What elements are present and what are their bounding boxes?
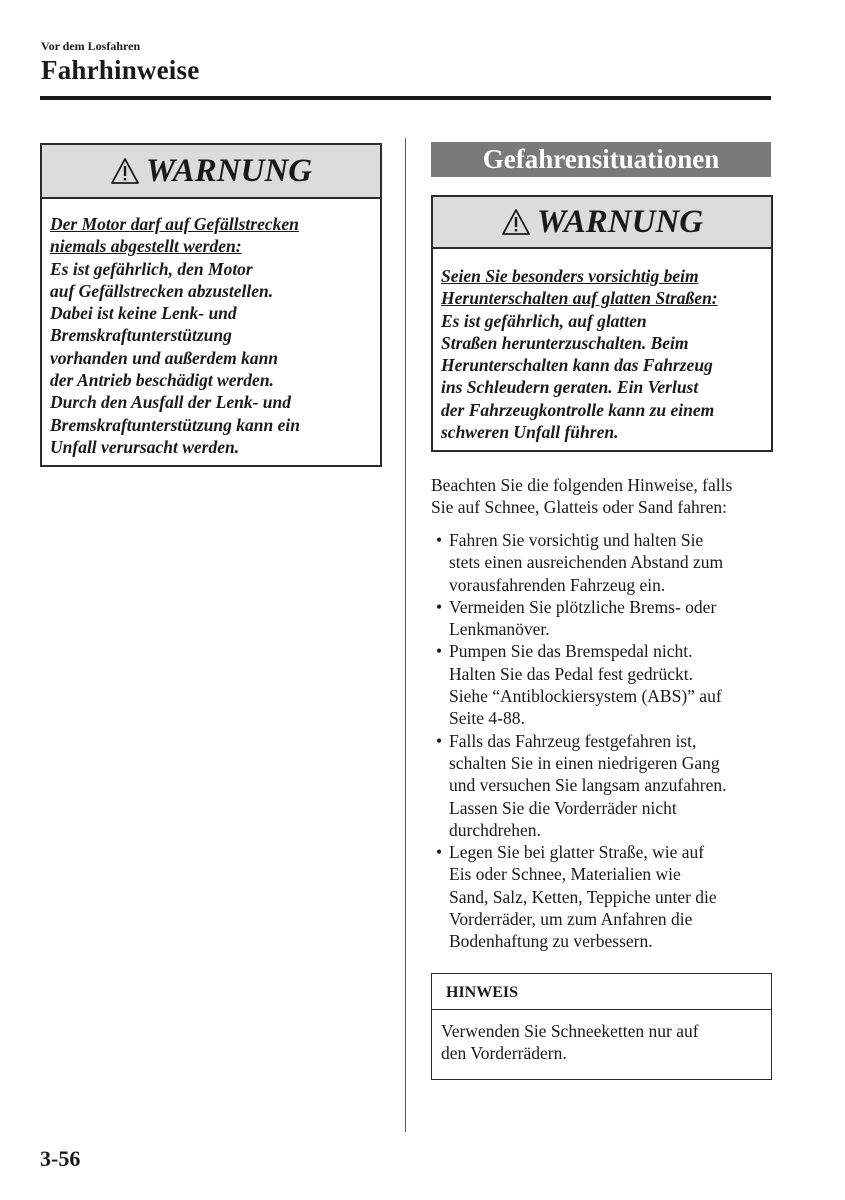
warning-text-line: auf Gefällstrecken abzustellen. [50,280,274,301]
warning-text-line: der Antrieb beschädigt werden. [50,370,274,391]
list-item [436,730,776,841]
warning-box-right [431,195,773,452]
intro-line: Beachten Sie die folgenden Hinweise, falls [431,475,733,495]
warning-header [42,145,380,199]
warning-text-line: ins Schleudern geraten. Ein Verlust [441,377,699,398]
list-item-line: Vorderräder, um zum Anfahren die [449,909,693,930]
intro-paragraph [431,474,776,519]
bullet-icon: • [436,641,443,662]
warning-triangle-icon [110,157,140,185]
warning-text-line: Straßen herunterzuschalten. Beim [441,332,689,353]
warning-text-line: Unfall verursacht werden. [50,436,240,457]
list-item-line: Legen Sie bei glatter Straße, wie auf [449,842,705,863]
warning-text-line: Es ist gefährlich, den Motor [50,258,253,279]
list-item-line: Eis oder Schnee, Materialien wie [449,864,681,885]
warning-title: WARNUNG [536,203,704,240]
warning-text-line: Bremskraftunterstützung kann ein [50,414,300,435]
warning-text-line: schweren Unfall führen. [441,422,619,443]
list-item-line: stets einen ausreichenden Abstand zum [449,552,724,573]
list-item-line: Halten Sie das Pedal fest gedrückt. [449,663,693,684]
bullet-icon: • [436,530,443,550]
column-divider [405,138,406,1132]
breadcrumb: Vor dem Losfahren [41,39,141,53]
list-item [436,640,776,729]
warning-text-line: Dabei ist keine Lenk- und [50,303,237,324]
list-item-line: Pumpen Sie das Bremspedal nicht. [449,641,693,662]
list-item-line: Bodenhaftung zu verbessern. [449,931,653,952]
note-body [432,1010,771,1065]
warning-text-line: Es ist gefährlich, auf glatten [441,310,647,331]
list-item-line: Seite 4-88. [449,708,525,729]
bullet-icon: • [436,730,443,751]
list-item-line: vorausfahrenden Fahrzeug ein. [449,574,666,595]
note-box [431,973,772,1080]
list-item [436,841,776,952]
list-item [436,596,776,641]
warning-text-line: Bremskraftunterstützung [50,325,232,346]
page-title: Fahrhinweise [41,55,200,85]
warning-text-line: Durch den Ausfall der Lenk- und [50,392,291,413]
list-item-line: durchdrehen. [449,819,541,840]
warning-heading-line: Herunterschalten auf glatten Straßen: [441,288,718,309]
note-heading: HINWEIS [432,974,771,1010]
header-rule [40,96,771,100]
warning-body [433,249,771,443]
warning-body [42,199,380,458]
list-item-line: Fahren Sie vorsichtig und halten Sie [449,530,704,550]
warning-box-left [40,143,382,467]
warning-title: WARNUNG [145,152,313,189]
intro-line: Sie auf Schnee, Glatteis oder Sand fahren: [431,497,727,518]
note-line: Verwenden Sie Schneeketten nur auf [441,1021,699,1041]
warning-heading-line: Seien Sie besonders vorsichtig beim [441,266,699,286]
list-item-line: Lassen Sie die Vorderräder nicht [449,797,677,818]
list-item-line: und versuchen Sie langsam anzufahren. [449,775,727,796]
bullet-icon: • [436,596,443,617]
note-line: den Vorderrädern. [441,1043,567,1064]
list-item-line: Lenkmanöver. [449,619,550,640]
warning-triangle-icon [501,208,531,236]
warning-text-line: Herunterschalten kann das Fahrzeug [441,355,713,376]
bullet-icon: • [436,842,443,863]
warning-header [433,197,771,249]
list-item-line: Falls das Fahrzeug festgefahren ist, [449,730,697,751]
list-item-line: Siehe “Antiblockiersystem (ABS)” auf [449,686,722,707]
warning-heading-line: niemals abgestellt werden: [50,236,242,257]
list-item-line: Vermeiden Sie plötzliche Brems- oder [449,596,717,617]
list-item-line: Sand, Salz, Ketten, Teppiche unter die [449,886,717,907]
warning-text-line: vorhanden und außerdem kann [50,347,279,368]
bullet-list [436,529,776,953]
list-item [436,529,776,596]
page-number: 3-56 [40,1146,81,1171]
section-heading: Gefahrensituationen [431,142,771,177]
warning-heading-line: Der Motor darf auf Gefällstrecken [50,214,299,234]
warning-text-line: der Fahrzeugkontrolle kann zu einem [441,399,715,420]
list-item-line: schalten Sie in einen niedrigeren Gang [449,752,720,773]
